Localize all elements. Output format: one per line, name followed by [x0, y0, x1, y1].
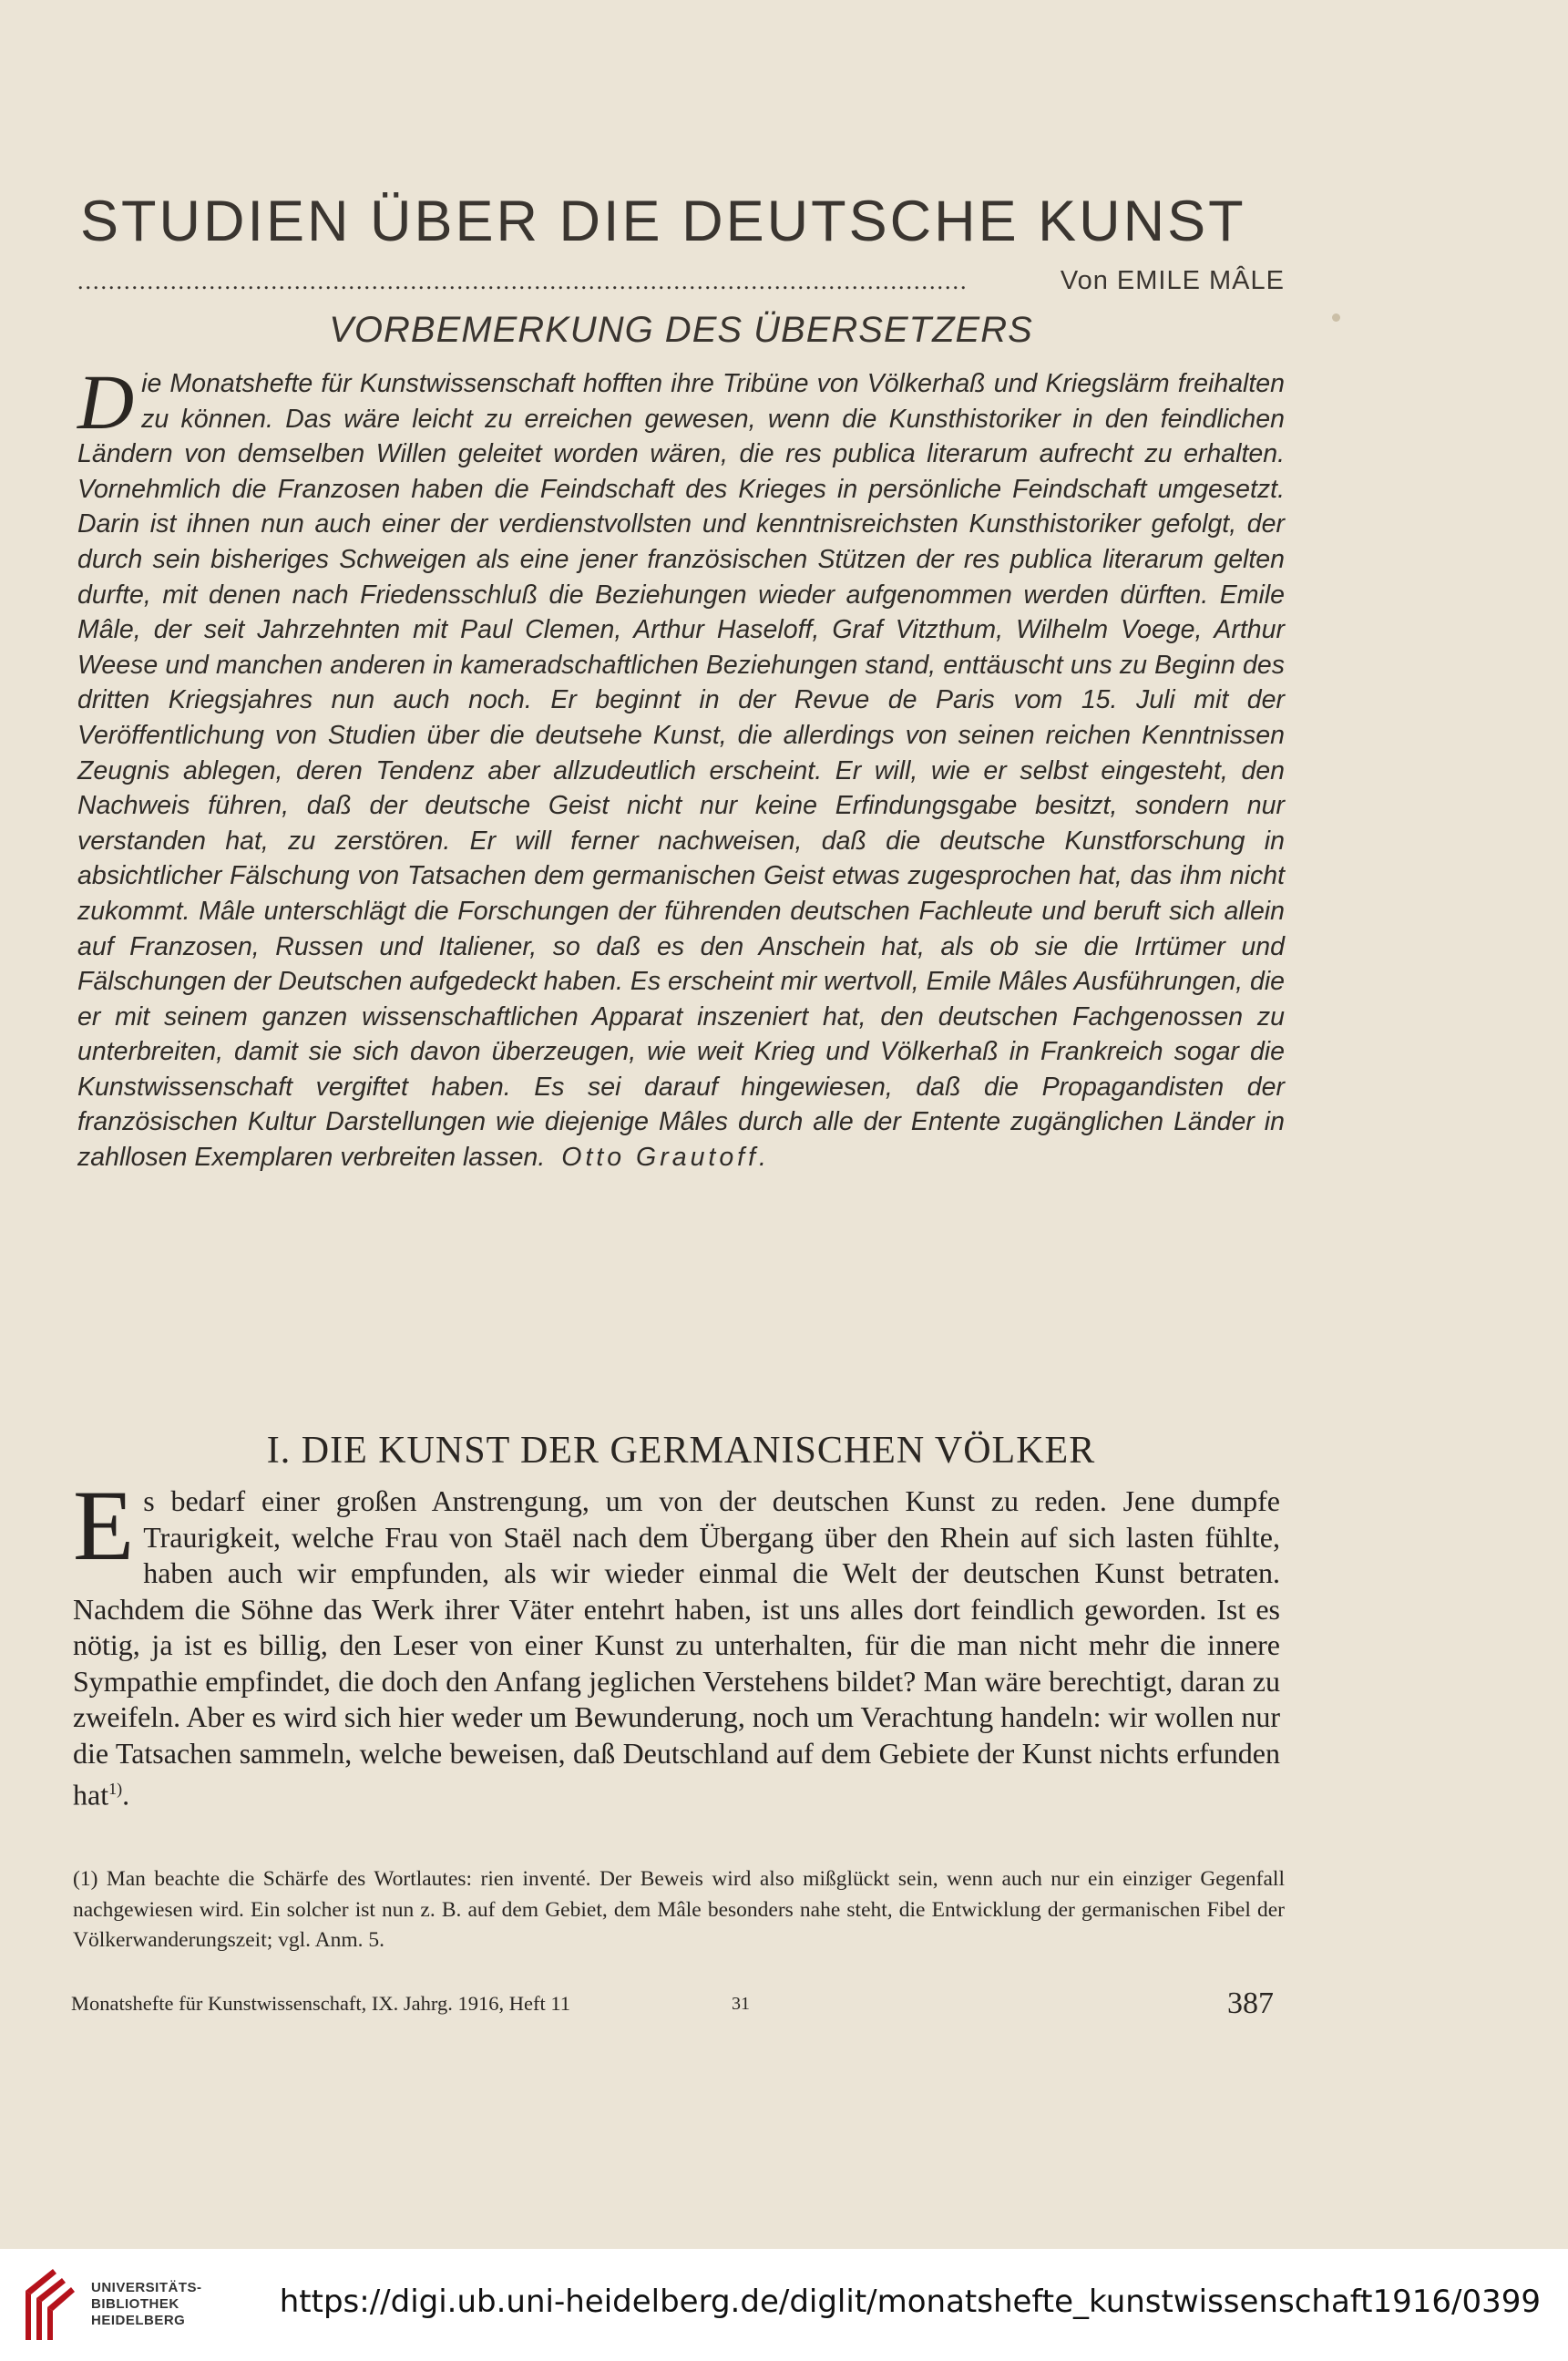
library-logo-icon[interactable]: [20, 2265, 77, 2346]
library-name-line: BIBLIOTHEK: [91, 2296, 179, 2312]
footnote: (1) Man beachte die Schärfe des Wortlautes: rien inventé. Der Beweis wird also mißglückt sein, wenn auch nur ein einziger Gegenfall nachgewiesen wird. Ein solcher ist nun z. B. auf dem Gebiet, dem Mâle besonders nahe steht, die Entwicklung der germanischen Fibel der Völkerwanderungszeit; vgl. Anm. 5.: [73, 1867, 1285, 1952]
section-drop-cap: E: [73, 1470, 135, 1581]
preface-signature: Otto Grautoff.: [561, 1143, 770, 1173]
preface-drop-cap: D: [77, 358, 135, 446]
article-title: STUDIEN ÜBER DIE DEUTSCHE KUNST: [80, 190, 1246, 253]
library-name-line: UNIVERSITÄTS-: [91, 2280, 202, 2295]
author-name: Von EMILE MÂLE: [1060, 266, 1285, 295]
page-url-link[interactable]: https://digi.ub.uni-heidelberg.de/diglit/monatshefte_kunstwissenschaft1916/0399: [279, 2284, 1541, 2320]
signature-mark: 31: [732, 1994, 750, 2014]
section-end: .: [122, 1778, 130, 1812]
section-text: s bedarf einer großen Anstrengung, um von der deutschen Kunst zu reden. Jene dumpfe Traurigkeit, welche Frau von Staël nach dem Übergang über den Rhein auf sich lasten fühlte, haben auch wir empfunden, als wir wieder einmal die Welt der deutschen Kunst betraten. Nachdem die Söhne das Werk ihrer Väter entehrt haben, ist uns alles dort feindlich geworden. Ist es nötig, ja ist es billig, den Leser von einer Kunst zu unterhalten, für die man nicht mehr die innere Sympathie empfindet, die doch den Anfang jeglichen Verstehens bildet? Man wäre berechtigt, daran zu zweifeln. Aber es wird sich hier weder um Bewunderung, noch um Verachtung handeln: wir wollen nur die Tatsachen sammeln, welche beweisen, daß Deutschland auf dem Gebiete der Kunst nichts erfunden hat: [73, 1484, 1280, 1812]
leader-dots: ...................................................................................................................: [77, 270, 968, 293]
page-number: 387: [1227, 1986, 1274, 2020]
preface-paragraph: [77, 358, 1285, 1175]
preface-text: ie Monatshefte für Kunstwissenschaft hofften ihre Tribüne von Völkerhaß und Kriegslärm freihalten zu können. Das wäre leicht zu erreichen gewesen, wenn die Kunsthistoriker in den feindlichen Ländern von demselben Willen geleitet worden wären, die res publica literarum aufrecht zu erhalten. Vornehmlich die Franzosen haben die Feindschaft des Krieges in persönliche Feindschaft umgesetzt. Darin ist ihnen nun auch einer der verdienstvollsten und kenntnisreichsten Kunsthistoriker gefolgt, der durch sein bisheriges Schweigen als eine jener französischen Stützen der res publica literarum gelten durfte, mit denen nach Friedensschluß die Beziehungen wieder aufgenommen werden dürften. Emile Mâle, der seit Jahrzehnten mit Paul Clemen, Arthur Haseloff, Graf Vitzthum, Wilhelm Voege, Arthur Weese und manchen anderen in kameradschaftlichen Beziehungen stand, enttäuscht uns zu Beginn des dritten Kriegsjahres nun auch noch. Er beginnt in der Revue de Paris vom 15. Juli mit der Veröffentlichung von Studien über die deutsehe Kunst, die allerdings von seinen reichen Kenntnissen Zeugnis ablegen, deren Tendenz aber allzudeutlich erscheint. Er will, wie er selbst eingesteht, den Nachweis führen, daß der deutsche Geist nicht nur keine Erfindungsgabe besitzt, sondern nur verstanden hat, zu zerstören. Er will ferner nachweisen, daß die deutsche Kunstforschung in absichtlicher Fälschung von Tatsachen dem germanischen Geist etwas zugesprochen hat, das ihm nicht zukommt. Mâle unterschlägt die Forschungen der führenden deutschen Fachleute und beruft sich allein auf Franzosen, Russen und Italiener, so daß es den Anschein hat, als ob sie die Irrtümer und Fälschungen der Deutschen aufgedeckt haben. Es erscheint mir wertvoll, Emile Mâles Ausführungen, die er mit seinem ganzen wissenschaftlichen Apparat inszeniert hat, den deutschen Fachgenossen zu unterbreiten, damit sie sich davon überzeugen, wie weit Krieg und Völkerhaß in Frankreich sogar die Kunstwissenschaft vergiftet haben. Es sei darauf hingewiesen, daß die Propagandisten der französischen Kultur Darstellungen wie diejenige Mâles durch alle der Entente zugänglichen Länder in zahllosen Exemplaren verbreiten lassen.: [77, 369, 1285, 1173]
library-name-line: HEIDELBERG: [91, 2313, 186, 2328]
section-paragraph: [73, 1470, 1280, 1813]
section-heading: I. DIE KUNST DER GERMANISCHEN VÖLKER: [266, 1430, 1096, 1472]
paper-spot: [1332, 313, 1340, 322]
journal-citation: Monatshefte für Kunstwissenschaft, IX. Jahrg. 1916, Heft 11: [71, 1992, 571, 2015]
footnote-reference: 1): [108, 1780, 123, 1798]
byline: [77, 266, 1285, 296]
preface-heading: VORBEMERKUNG DES ÜBERSETZERS: [329, 310, 1033, 350]
page-footer: [71, 1986, 1283, 2023]
library-name: [91, 2280, 202, 2329]
viewer-bar: [0, 2249, 1568, 2361]
